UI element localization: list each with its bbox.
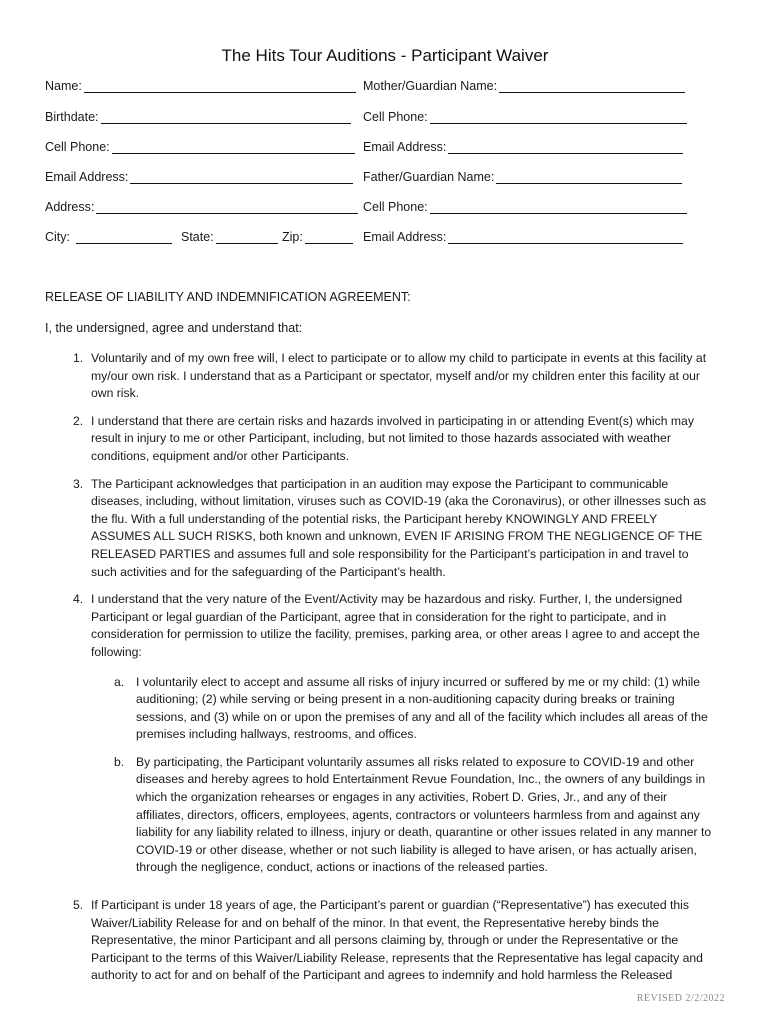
item-text: I understand that there are certain risks and hazards involved in participating in or attending Event(s) which may result in injury to me or other Participant, including, but not limited to those hazards associated with weather conditions, equipment and/or other Participants. [91, 413, 694, 463]
sub-list [45, 674, 715, 878]
item-text: Voluntarily and of my own free will, I elect to participate or to allow my child to participate in events at this facility at my/our own risk. I understand that as a Participant or spectator, myself and/or my children enter this facility at our own risk. [91, 351, 707, 401]
item-number: 5. [73, 898, 84, 913]
mother-email-line [448, 139, 683, 154]
father-cell-phone-label: Cell Phone: [363, 200, 428, 214]
zip-line [305, 229, 353, 244]
mother-guardian-name-label: Mother/Guardian Name: [363, 79, 498, 93]
item-text: I understand that the very nature of the Event/Activity may be hazardous and risky. Further, I, the undersigned Participant or legal guardian of the Participant, agree that in consideration for the right to participate, and in consideration for permission to utilize the facility, premises, parking area, or other areas I agree to and accept the following: [91, 592, 700, 659]
mother-cell-phone-label: Cell Phone: [363, 110, 428, 124]
address-label: Address: [45, 200, 95, 214]
mother-guardian-name-field[interactable] [363, 78, 685, 93]
agreement-item-5 [45, 897, 715, 985]
father-guardian-name-line [496, 169, 682, 184]
form-row-5 [45, 199, 690, 219]
father-email-field[interactable] [363, 229, 683, 244]
mother-cell-phone-line [430, 109, 687, 124]
sub-item-a [45, 674, 715, 744]
name-field[interactable] [45, 78, 356, 93]
item-number: 2. [73, 413, 84, 428]
father-email-label: Email Address: [363, 230, 447, 244]
zip-field[interactable] [282, 229, 353, 244]
participant-cell-phone-label: Cell Phone: [45, 140, 110, 154]
birthdate-field[interactable] [45, 109, 351, 124]
city-label: City: [45, 230, 70, 244]
zip-label: Zip: [282, 230, 303, 244]
participant-cell-phone-field[interactable] [45, 139, 355, 154]
father-cell-phone-line [430, 199, 687, 214]
participant-email-field[interactable] [45, 169, 353, 184]
item-number: 4. [73, 592, 84, 607]
mother-email-field[interactable] [363, 139, 683, 154]
city-line [76, 229, 172, 244]
form-row-2 [45, 109, 690, 129]
page-title: The Hits Tour Auditions - Participant Waiver [221, 46, 549, 65]
address-field[interactable] [45, 199, 358, 214]
intro-text: I, the undersigned, agree and understand that: [45, 321, 303, 335]
section-heading: RELEASE OF LIABILITY AND INDEMNIFICATION AGREEMENT: [45, 290, 411, 304]
participant-email-label: Email Address: [45, 170, 129, 184]
father-email-line [448, 229, 683, 244]
name-label: Name: [45, 79, 82, 93]
agreement-list [45, 350, 715, 995]
sub-item-b [45, 754, 715, 877]
birthdate-line [101, 109, 351, 124]
item-text: The Participant acknowledges that participation in an audition may expose the Participant to communicable diseases, including, without limitation, viruses such as COVID-19 (aka the Coronavirus), or other illnesses such as the flu. With a full understanding of the potential risks, the Participant hereby KNOWINGLY AND FREELY ASSUMES ALL SUCH RISKS, both known and unknown, EVEN IF ARISING FROM THE NEGLIGENCE OF THE RELEASED PARTIES and assumes full and sole responsibility for the Participant’s participation in and travel to such activities and for the safeguarding of the Participant’s health. [91, 476, 707, 579]
sub-item-letter: a. [114, 674, 125, 689]
mother-guardian-name-line [499, 78, 685, 93]
item-number: 3. [73, 476, 84, 491]
agreement-item-1 [45, 350, 715, 403]
participant-cell-phone-line [112, 139, 355, 154]
father-guardian-name-field[interactable] [363, 169, 682, 184]
city-field[interactable] [45, 229, 172, 244]
form-row-3 [45, 139, 690, 159]
sub-item-text: By participating, the Participant voluntarily assumes all risks related to exposure to COVID-19 and other diseases and hereby agrees to hold Entertainment Revue Foundation, Inc., the owners of any buildings in which the organization rehearses or engages in any activities, Robert D. Gries, Jr., and any of their affiliates, directors, officers, employees, agents, contractors or volunteers harmless from and against any liability for any liability related to illness, injury or death, quarantine or other issues related in any manner to COVID-19 or other disease, whether or not such liability is alleged to have arisen, or has actually arisen, through the negligence, conduct, actions or inactions of the released parties. [136, 754, 712, 875]
item-text: If Participant is under 18 years of age, the Participant’s parent or guardian (“Representative”) has executed this Waiver/Liability Release for and on behalf of the minor. In that event, the Representative hereby binds the Representative, the minor Participant and all persons claiming by, through or under the Representative or the Participant to the terms of this Waiver/Liability Release, represents that the Representative has legal capacity and authority to act for and on behalf of the Participant and agrees to indemnify and hold harmless the Released [91, 898, 703, 983]
sub-item-text: I voluntarily elect to accept and assume all risks of injury incurred or suffered by me or my child: (1) while auditioning; (2) while serving or being present in a non-auditioning capacity during breaks or training sessions, and (3) while on or upon the premises of any and all of the facility which includes all areas of the premises including hallways, restrooms, and offices. [136, 674, 708, 742]
form-row-1 [45, 78, 690, 98]
form-row-4 [45, 169, 690, 189]
agreement-item-2 [45, 413, 715, 466]
father-guardian-name-label: Father/Guardian Name: [363, 170, 495, 184]
state-label: State: [181, 230, 214, 244]
revision-footer: REVISED 2/2/2022 [636, 993, 725, 1004]
name-line [84, 78, 356, 93]
birthdate-label: Birthdate: [45, 110, 99, 124]
mother-cell-phone-field[interactable] [363, 109, 687, 124]
form-row-6 [45, 229, 690, 249]
sub-item-letter: b. [114, 754, 125, 769]
mother-email-label: Email Address: [363, 140, 447, 154]
participant-email-line [130, 169, 353, 184]
item-body [91, 591, 715, 887]
father-cell-phone-field[interactable] [363, 199, 687, 214]
address-line [96, 199, 358, 214]
state-field[interactable] [181, 229, 278, 244]
agreement-item-4 [45, 591, 715, 887]
agreement-item-3 [45, 476, 715, 582]
item-number: 1. [73, 351, 84, 365]
state-line [216, 229, 278, 244]
